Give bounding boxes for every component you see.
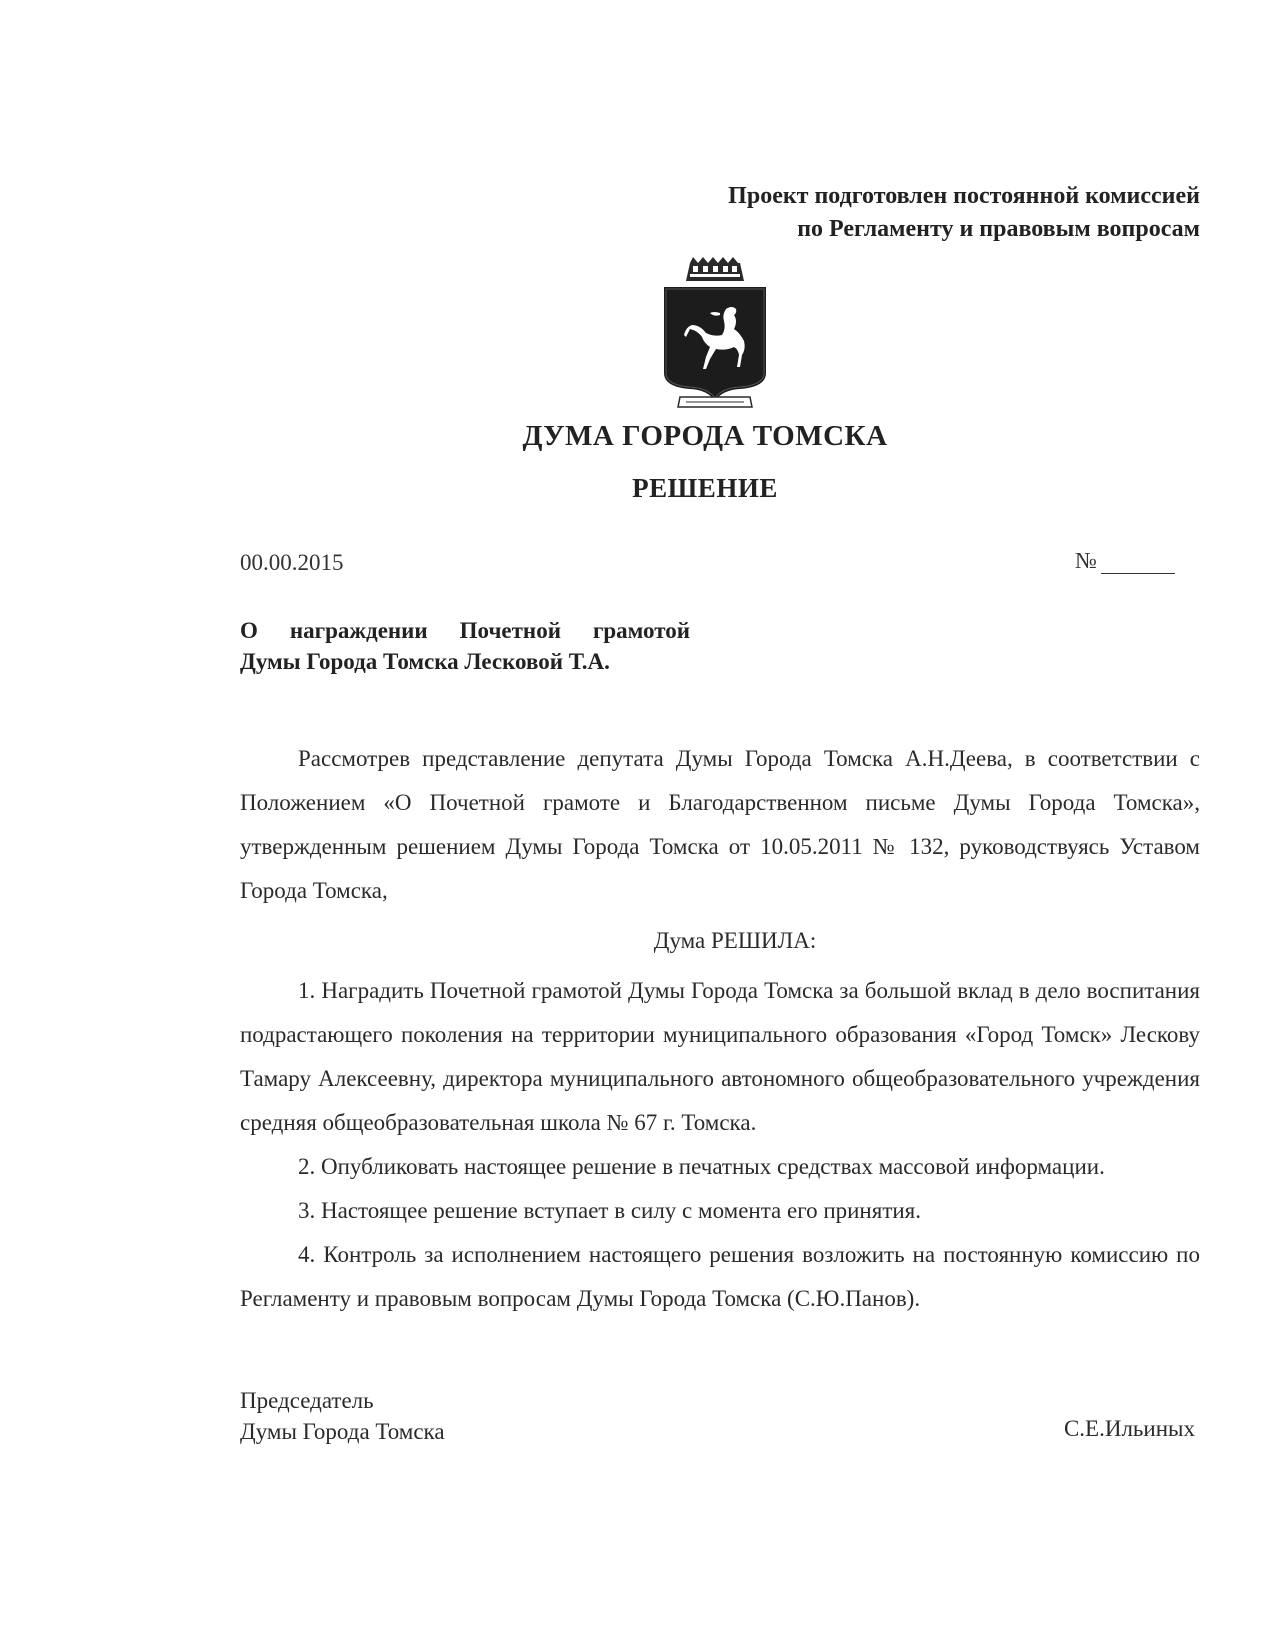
subject-line1: О награждении Почетной грамотой — [240, 618, 690, 643]
header-note-line2: по Регламенту и правовым вопросам — [797, 216, 1200, 242]
document-number-label: № — [1075, 548, 1097, 573]
preamble: Рассмотрев представление депутата Думы Города Томска А.Н.Деева, в соответствии с Положением «О Почетной грамоте и Благодарственном письме Думы Города Томска», утвержденным решением Думы Города Томска от 10.05.2011 № 132, руководствуясь Уставом Города Томска, — [240, 746, 1200, 903]
signature-title-line2: Думы Города Томска — [240, 1419, 445, 1444]
tomsk-coat-of-arms-icon — [660, 255, 770, 415]
document-number-blank — [1101, 553, 1175, 574]
subject-line2: Думы Города Томска Лесковой Т.А. — [240, 649, 610, 674]
decision-item-3: 3. Настоящее решение вступает в силу с момента его принятия. — [298, 1198, 922, 1223]
crown-icon — [686, 257, 744, 281]
signature-title — [240, 1385, 445, 1447]
decision-item-2: 2. Опубликовать настоящее решение в печатных средствах массовой информации. — [298, 1154, 1105, 1179]
decision-item-4: 4. Контроль за исполнением настоящего решения возложить на постоянную комиссию по Регламенту и правовым вопросам Думы Города Томска (С.Ю.Панов). — [240, 1242, 1200, 1311]
signature-name: С.Е.Ильиных — [1063, 1416, 1195, 1441]
document-body — [240, 737, 1200, 1321]
header-note — [728, 180, 1200, 246]
document-subject — [240, 615, 690, 677]
decided-heading: Дума РЕШИЛА: — [653, 928, 817, 953]
document-type: РЕШЕНИЕ — [632, 473, 778, 503]
document-number — [1075, 548, 1175, 574]
document-date: 00.00.2015 — [240, 550, 344, 575]
emblem-graphic — [660, 255, 770, 415]
header-note-line1: Проект подготовлен постоянной комиссией — [728, 183, 1200, 209]
decision-item-1: 1. Наградить Почетной грамотой Думы Города Томска за большой вклад в дело воспитания подрастающего поколения на территории муниципального образования «Город Томск» Лескову Тамару Алексеевну, директора муниципального автономного общеобразовательного учреждения средняя общеобразовательная школа № 67 г. Томска. — [240, 978, 1200, 1135]
organization-title: ДУМА ГОРОДА ТОМСКА — [522, 420, 888, 452]
signature-title-line1: Председатель — [240, 1388, 374, 1413]
